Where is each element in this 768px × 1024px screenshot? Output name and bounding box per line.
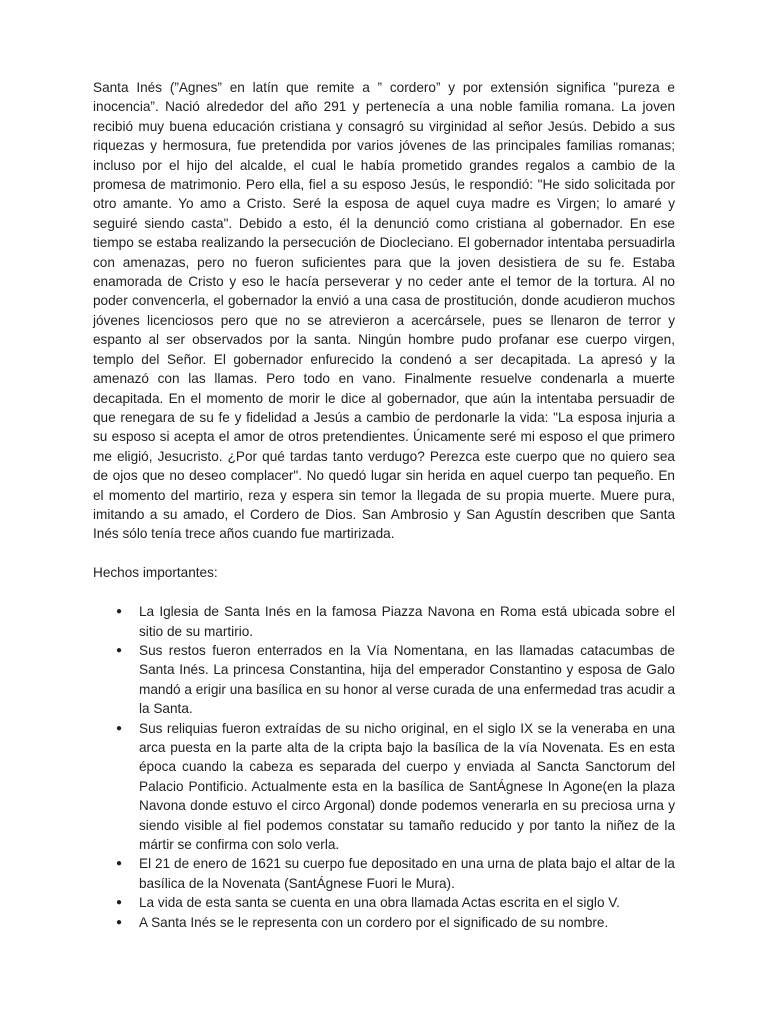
bullet-icon: ● xyxy=(116,897,123,909)
list-item-text: El 21 de enero de 1621 su cuerpo fue depositado en una urna de plata bajo el altar de la basílica de la Novenata (SantÁgnese Fuori le Mura). xyxy=(139,856,675,891)
facts-list xyxy=(93,602,675,932)
bullet-icon: ● xyxy=(116,916,123,928)
list-item-text: Sus reliquias fueron extraídas de su nicho original, en el siglo IX se la veneraba en una arca puesta en la parte alta de la cripta bajo la basílica de la vía Novenata. Es en esta época cuando la cabeza es separada del cuerpo y enviada al Sancta Sanctorum del Palacio Pontificio. Actualmente esta en la basílica de SantÁgnese In Agone(en la plaza Navona donde estuvo el circo Argonal) donde podemos venerarla en su preciosa urna y siendo visible al fiel podemos constatar su tamaño reducido y por tanto la niñez de la mártir se confirma con solo verla. xyxy=(139,720,675,853)
list-item xyxy=(93,854,675,893)
list-item-text: Sus restos fueron enterrados en la Vía Nomentana, en las llamadas catacumbas de Santa Inés. La princesa Constantina, hija del emperador Constantino y esposa de Galo mandó a erigir una basílica en su honor al verse curada de una enfermedad tras acudir a la Santa. xyxy=(139,642,675,717)
list-item-text: La vida de esta santa se cuenta en una obra llamada Actas escrita en el siglo V. xyxy=(139,895,620,911)
list-item xyxy=(93,641,675,719)
body-paragraph: Santa Inés (”Agnes” en latín que remite a ” cordero” y por extensión significa "pureza e inocencia”. Nació alrededor del año 291 y pertenecía a una noble familia romana. La joven recibió muy buena educación cristiana y consagró su virginidad al señor Jesús. Debido a sus riquezas y hermosura, fue pretendida por varios jóvenes de las principales familias romanas; incluso por el hijo del alcalde, el cual le había prometido grandes regalos a cambio de la promesa de matrimonio. Pero ella, fiel a su esposo Jesús, le respondió: "He sido solicitada por otro amante. Yo amo a Cristo. Seré la esposa de aquel cuya madre es Virgen; lo amaré y seguiré siendo casta". Debido a esto, él la denunció como cristiana al gobernador. En ese tiempo se estaba realizando la persecución de Diocleciano. El gobernador intentaba persuadirla con amenazas, pero no fueron suficientes para que la joven desistiera de su fe. Estaba enamorada de Cristo y eso le hacía perseverar y no ceder ante el temor de la tortura. Al no poder convencerla, el gobernador la envió a una casa de prostitución, donde acudieron muchos jóvenes licenciosos pero que no se atrevieron a acercársele, pues se llenaron de terror y espanto al ser observados por la santa. Ningún hombre pudo profanar ese cuerpo virgen, templo del Señor. El gobernador enfurecido la condenó a ser decapitada. La apresó y la amenazó con las llamas. Pero todo en vano. Finalmente resuelve condenarla a muerte decapitada. En el momento de morir le dice al gobernador, que aún la intentaba persuadir de que renegara de su fe y fidelidad a Jesús a cambio de perdonarle la vida: "La esposa injuria a su esposo si acepta el amor de otros pretendientes. Únicamente seré mi esposo el que primero me eligió, Jesucristo. ¿Por qué tardas tanto verdugo? Perezca este cuerpo que no quiero sea de ojos que no deseo complacer". No quedó lugar sin herida en aquel cuerpo tan pequeño. En el momento del martirio, reza y espera sin temor la llegada de su propia muerte. Muere pura, imitando a su amado, el Cordero de Dios. San Ambrosio y San Agustín describen que Santa Inés sólo tenía trece años cuando fue martirizada. xyxy=(93,80,675,542)
bullet-icon: ● xyxy=(116,722,123,734)
document-page xyxy=(93,78,675,932)
list-item xyxy=(93,893,675,912)
list-item xyxy=(93,602,675,641)
bullet-icon: ● xyxy=(116,644,123,656)
section-heading: Hechos importantes: xyxy=(93,564,218,580)
bullet-icon: ● xyxy=(116,606,123,618)
list-item xyxy=(93,913,675,932)
list-item xyxy=(93,719,675,855)
bullet-icon: ● xyxy=(116,858,123,870)
list-item-text: La Iglesia de Santa Inés en la famosa Piazza Navona en Roma está ubicada sobre el sitio de su martirio. xyxy=(139,604,675,639)
list-item-text: A Santa Inés se le representa con un cordero por el significado de su nombre. xyxy=(139,914,609,930)
